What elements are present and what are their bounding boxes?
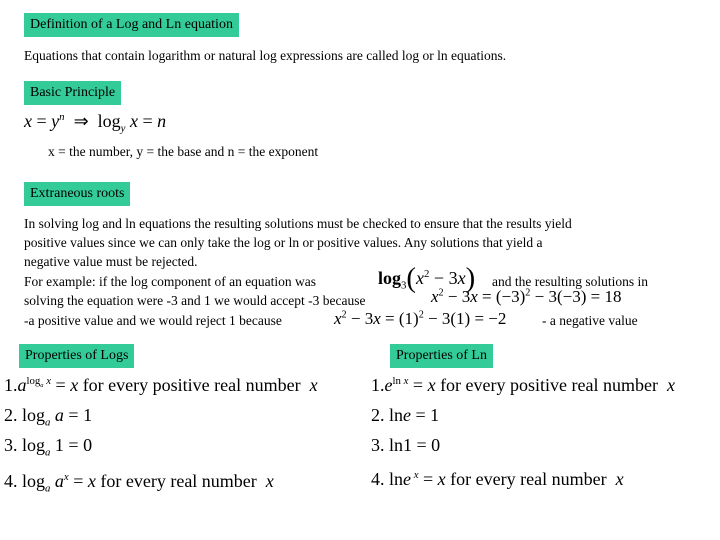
ln-property-4: 4. lne $^x$ = x for every real number x <box>371 469 624 489</box>
logs-property-4: 4. $\log_a a^x = x$ for every real number x <box>4 471 274 495</box>
ln-property-3: 3. ln1 = 0 <box>371 435 441 455</box>
extraneous-line-5: solving the equation were -3 and 1 we would accept -3 because <box>24 293 366 308</box>
basic-principle-note: x = the number, y = the base and n = the exponent <box>48 144 319 159</box>
header-basic-principle: Basic Principle <box>24 81 121 105</box>
ln-property-1-tail: for every positive real number <box>440 375 658 395</box>
extraneous-line-3: negative value must be rejected. <box>24 254 198 269</box>
logs-property-3: 3. $\log_a 1 = 0$ <box>4 435 93 459</box>
header-properties-of-logs: Properties of Logs <box>19 344 134 368</box>
basic-principle-formula: $x = y^n$ ⇒ $\log_y x = n$ <box>24 111 167 135</box>
logs-property-1-tail: for every positive real number <box>82 375 301 395</box>
header-definition: Definition of a Log and Ln equation <box>24 13 239 37</box>
extraneous-line-4a: For example: if the log component of an equation was <box>24 274 317 289</box>
extraneous-line-2: positive values since we can only take the log or ln or positive values. Any solutions that yield a <box>24 235 543 250</box>
logs-property-1: $1.a^{log_a x} = x$ for every positive real number x <box>4 375 318 395</box>
ln-property-2: 2. lne = 1 <box>371 405 440 425</box>
logs-property-2: 2. $\log_a a = 1$ <box>4 405 93 429</box>
example-accept-expression: $x^2 - 3x = (-3)^2 - 3(-3) = 18$ <box>431 287 622 306</box>
ln-property-4-tail: for every real number <box>450 469 607 489</box>
extraneous-line-6b: - a negative value <box>542 313 638 328</box>
example-reject-expression: $x^2 - 3x = (1)^2 - 3(1) = -2$ <box>334 309 507 328</box>
definition-text: Equations that contain logarithm or natural log expressions are called log or ln equations. <box>24 48 507 63</box>
header-properties-of-ln: Properties of Ln <box>390 344 493 368</box>
extraneous-line-6a: -a positive value and we would reject 1 because <box>24 313 282 328</box>
extraneous-line-4b: and the resulting solutions in <box>492 274 648 289</box>
header-extraneous-roots: Extraneous roots <box>24 182 130 206</box>
logs-property-4-tail: for every real number <box>100 471 257 491</box>
example-log-expression: $\log_3(x^2 - 3x)$ <box>378 262 476 294</box>
extraneous-line-1: In solving log and ln equations the resulting solutions must be checked to ensure that the results yield <box>24 216 572 231</box>
ln-property-1: $1.e^{ln x} = x$ for every positive real number x <box>371 375 675 395</box>
